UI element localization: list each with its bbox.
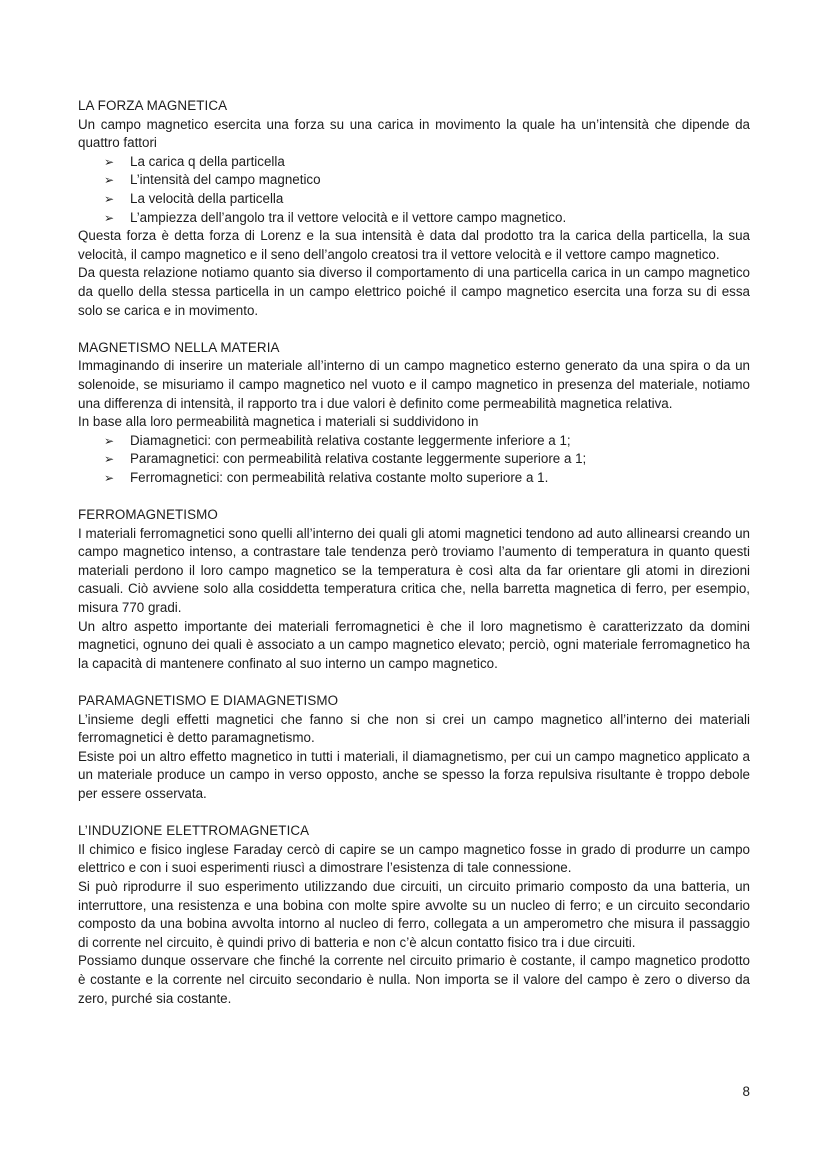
paragraph: Un campo magnetico esercita una forza su una carica in movimento la quale ha un’intensità che dipende da quattro fattori xyxy=(78,116,750,151)
section-heading: MAGNETISMO NELLA MATERIA xyxy=(78,339,280,355)
paragraph: I materiali ferromagnetici sono quelli all’interno dei quali gli atomi magnetici tendono ad auto allinearsi creando un campo magnetico intenso, a contrastare tale tendenza però troviamo l’aumento di temperatura in quanto questi materiali perdono il loro campo magnetico se la temperatura è così alta da far orientare gli atomi in direzioni casuali. Ciò avviene solo alla cosiddetta temperatura critica che, nella barretta magnetica di ferro, per esempio, misura 770 gradi. xyxy=(78,525,750,616)
section-heading: FERROMAGNETISMO xyxy=(78,507,218,523)
list-item-text: Paramagnetici: con permeabilità relativa costante leggermente superiore a 1; xyxy=(130,451,587,467)
arrow-bullet-icon: ➢ xyxy=(104,191,115,206)
paragraph: L’insieme degli effetti magnetici che fanno si che non si crei un campo magnetico all’interno dei materiali ferromagnetici è detto paramagnetismo. xyxy=(78,711,750,746)
paragraph: Si può riprodurre il suo esperimento utilizzando due circuiti, un circuito primario composto da una batteria, un interruttore, una resistenza e una bobina con molte spire avvolte su un nucleo di ferro; e un circuito secondario composto da una bobina avvolta intorno al nucleo di ferro, collegata a un amperometro che misura il passaggio di corrente nel circuito, è quindi privo di batteria e non c’è alcun contatto fisico tra i due circuiti. xyxy=(78,878,750,950)
arrow-bullet-icon: ➢ xyxy=(104,154,115,169)
bullet-list xyxy=(78,432,750,488)
paragraph: Il chimico e fisico inglese Faraday cercò di capire se un campo magnetico fosse in grado di produrre un campo elettrico e con i suoi esperimenti riuscì a dimostrare l’esistenza di tale connessione. xyxy=(78,841,750,876)
arrow-bullet-icon: ➢ xyxy=(104,470,115,485)
list-item-text: Diamagnetici: con permeabilità relativa costante leggermente inferiore a 1; xyxy=(130,432,571,448)
paragraph: Da questa relazione notiamo quanto sia diverso il comportamento di una particella carica in un campo magnetico da quello della stessa particella in un campo elettrico poiché il campo magnetico esercita una forza su di essa solo se carica e in movimento. xyxy=(78,265,750,318)
section-heading: L’INDUZIONE ELETTROMAGNETICA xyxy=(78,823,310,839)
section-heading: PARAMAGNETISMO E DIAMAGNETISMO xyxy=(78,693,339,708)
list-item-text: L’intensità del campo magnetico xyxy=(130,172,321,188)
list-item-text: La carica q della particella xyxy=(130,153,285,169)
list-item-text: La velocità della particella xyxy=(130,190,284,206)
section-heading: LA FORZA MAGNETICA xyxy=(78,98,228,113)
list-item xyxy=(78,190,750,209)
bullet-list xyxy=(78,153,750,227)
list-item xyxy=(78,450,750,469)
list-item xyxy=(78,171,750,190)
section-forza-magnetica xyxy=(78,97,750,320)
paragraph: Un altro aspetto importante dei materiali ferromagnetici è che il loro magnetismo è caratterizzato da domini magnetici, ognuno dei quali è associato a un campo magnetico elevato; perciò, ogni materiale ferromagnetico ha la capacità di mantenere confinato al suo interno un campo magnetico. xyxy=(78,618,750,671)
arrow-bullet-icon: ➢ xyxy=(104,173,115,188)
list-item-text: Ferromagnetici: con permeabilità relativa costante molto superiore a 1. xyxy=(130,469,549,485)
list-item xyxy=(78,469,750,488)
paragraph: Immaginando di inserire un materiale all’interno di un campo magnetico esterno generato da una spira o da un solenoide, se misuriamo il campo magnetico nel vuoto e il campo magnetico in presenza del materiale, notiamo una differenza di intensità, il rapporto tra i due valori è definito come permeabilità magnetica relativa. xyxy=(78,358,750,411)
arrow-bullet-icon: ➢ xyxy=(104,452,115,467)
list-item-text: L’ampiezza dell’angolo tra il vettore velocità e il vettore campo magnetico. xyxy=(130,209,567,225)
section-paramagnetismo-diamagnetismo xyxy=(78,692,750,804)
paragraph: Esiste poi un altro effetto magnetico in tutti i materiali, il diamagnetismo, per cui un campo magnetico applicato a un materiale produce un campo in verso opposto, anche se spesso la forza repulsiva risultante è troppo debole per essere osservata. xyxy=(78,748,750,801)
arrow-bullet-icon: ➢ xyxy=(104,210,115,225)
paragraph: Possiamo dunque osservare che finché la corrente nel circuito primario è costante, il campo magnetico prodotto è costante e la corrente nel circuito secondario è nulla. Non importa se il valore del campo è zero o diverso da zero, purché sia costante. xyxy=(78,953,750,1006)
paragraph: Questa forza è detta forza di Lorenz e la sua intensità è data dal prodotto tra la carica della particella, la sua velocità, il campo magnetico e il seno dell’angolo creatosi tra il vettore velocità e il vettore campo magnetico. xyxy=(78,228,750,262)
paragraph: In base alla loro permeabilità magnetica i materiali si suddividono in xyxy=(78,414,479,430)
document-page xyxy=(78,97,750,1027)
list-item xyxy=(78,209,750,228)
list-item xyxy=(78,153,750,172)
arrow-bullet-icon: ➢ xyxy=(104,433,115,448)
list-item xyxy=(78,432,750,451)
page-number: 8 xyxy=(742,1084,750,1099)
section-induzione-elettromagnetica xyxy=(78,822,750,1008)
section-magnetismo-materia xyxy=(78,339,750,488)
section-ferromagnetismo xyxy=(78,506,750,673)
